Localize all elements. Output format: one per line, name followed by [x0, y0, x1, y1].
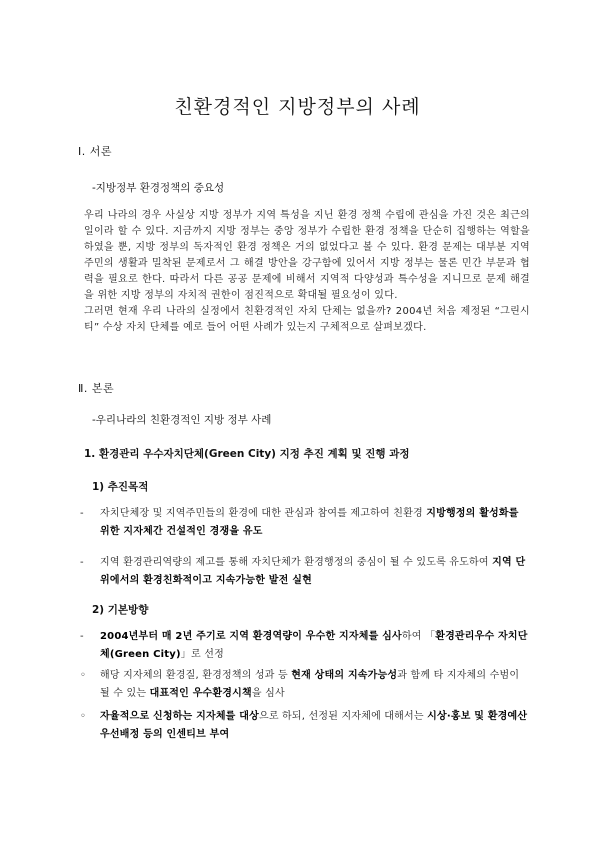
section-intro-heading: Ⅰ. 서론: [78, 145, 112, 158]
bullet-text-mid: 과 함께 타 지자체의 수범이 될 수 있는: [100, 670, 520, 699]
section-body-heading: Ⅱ. 본론: [78, 382, 115, 395]
page-title: 친환경적인 지방정부의 사례: [174, 96, 421, 118]
intro-paragraph: [84, 208, 530, 336]
bullet-bold-text-2: 환경관리우수 자치단체(Green City): [100, 631, 528, 660]
purpose-bullet-1: [80, 505, 532, 541]
bullet-bold-text: 지방행정의 활성화를 위한 지자체간 건설적인 경쟁을 유도: [100, 508, 519, 537]
bullet-bold-text: 자율적으로 신청하는 지자체를 대상: [100, 711, 259, 722]
purpose-bullet-2: [80, 554, 532, 590]
bullet-text: 지역 환경관리역량의 제고를 통해 자치단체가 환경행정의 중심이 될 수 있도록 유도하여: [100, 557, 493, 568]
bullet-bold-text: 2004년부터 매 2년 주기로 지역 환경역량이 우수한 지자체를 심사: [100, 631, 402, 642]
direction-bullet-2: [80, 667, 532, 703]
direction-bullet-1: [80, 628, 532, 664]
direction-bullet-3: [80, 708, 532, 744]
direction-heading: 2) 기본방향: [92, 604, 149, 616]
dash-marker: -: [80, 557, 84, 568]
bullet-text: 자치단체장 및 지역주민들의 환경에 대한 관심과 참여를 제고하여 친환경: [100, 508, 427, 519]
dash-marker: -: [80, 508, 84, 519]
purpose-heading: 1) 추진목적: [92, 481, 149, 493]
bullet-text-end: 을 심사: [251, 688, 285, 699]
bullet-bold-text: 현재 상태의 지속가능성: [291, 670, 398, 681]
bullet-bold-text-2: 대표적인 우수환경시책: [149, 688, 252, 699]
circle-marker: ◦: [80, 670, 87, 681]
bullet-bold-text: 지역 단위에서의 환경친화적이고 지속가능한 발전 실현: [100, 557, 526, 586]
intro-paragraph-1: 우리 나라의 경우 사실상 지방 정부가 지역 특성을 지닌 환경 정책 수립에 관심을 가진 것은 최근의 일이라 할 수 있다. 지금까지 지방 정부는 중앙 정부가 수립한 환경 정책을 단순히 집행하는 역할을 하였을 뿐, 지방 정부의 독자적인 환경 정책은 거의 없었다고 볼 수 있다. 환경 문제는 대부분 지역 주민의 생활과 밀착된 문제로서 그 해결 방안을 강구함에 있어서 지방 정부는 물론 민간 부문과 협력을 필요로 한다. 따라서 다른 공공 문제에 비해서 지역적 다양성과 특수성을 지니므로 문제 해결을 위한 지방 정부의 자치적 권한이 점진적으로 확대될 필요성이 있다.: [84, 210, 530, 301]
bullet-text: 하여 「: [401, 631, 436, 642]
intro-paragraph-2: 그러면 현재 우리 나라의 실정에서 친환경적인 자치 단체는 없을까? 2004년 처음 제정된 “그린시티” 수상 자치 단체를 예로 들어 어떤 사례가 있는지 구체적으로 살펴보겠다.: [84, 306, 530, 333]
bullet-text: 해당 지자체의 환경질, 환경정책의 성과 등: [100, 670, 292, 681]
intro-subheading: -지방정부 환경정책의 중요성: [92, 182, 225, 194]
circle-marker: ◦: [80, 711, 87, 722]
bullet-bold-text-2: 시상·홍보 및 환경예산 우선배정 등의 인센티브 부여: [100, 711, 528, 740]
bullet-text-end: 」로 선정: [180, 649, 224, 660]
bullet-text: 으로 하되, 선정된 지자체에 대해서는: [258, 711, 428, 722]
dash-marker: -: [80, 631, 84, 642]
item-1-heading: 1. 환경관리 우수자치단체(Green City) 지정 추진 계획 및 진행 과정: [84, 448, 410, 460]
body-subheading: -우리나라의 친환경적인 지방 정부 사례: [92, 414, 272, 426]
